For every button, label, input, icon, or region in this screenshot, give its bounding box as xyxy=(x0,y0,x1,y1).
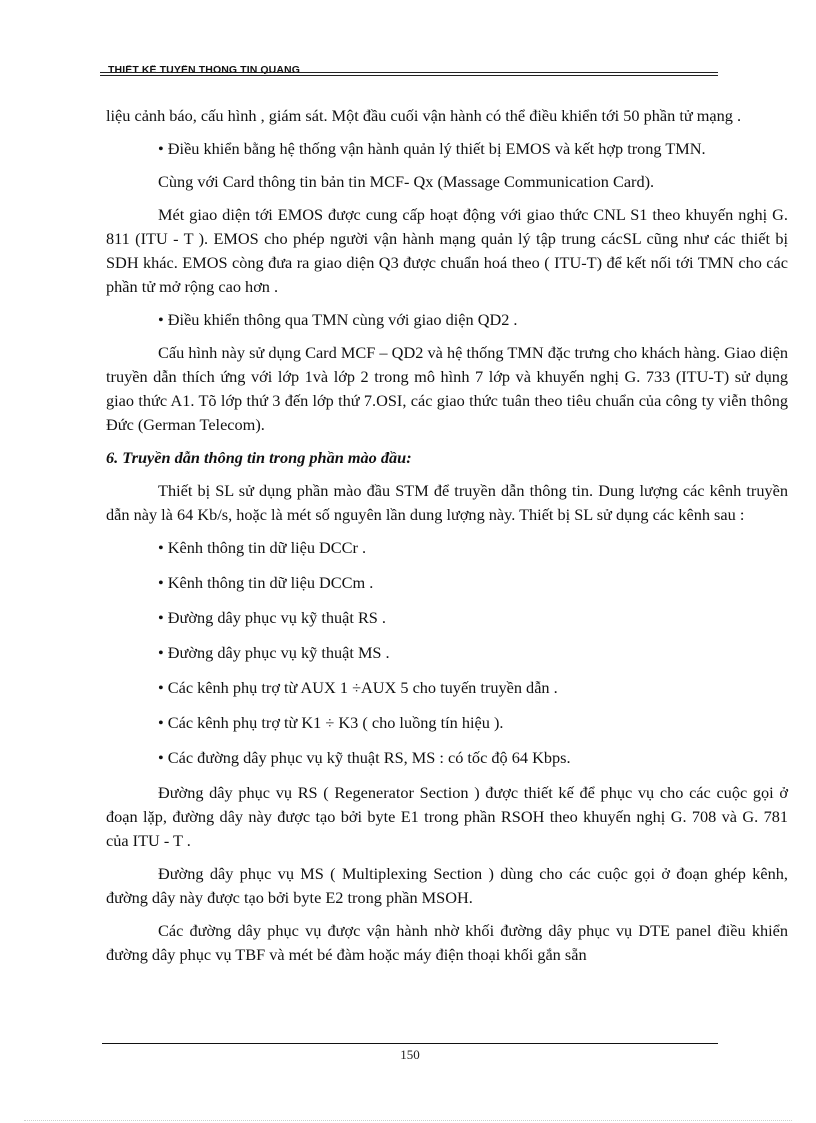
bullet-icon: • xyxy=(158,713,164,732)
bullet-text: Điều khiển thông qua TMN cùng với giao diện QD2 . xyxy=(167,310,518,329)
bullet-item xyxy=(106,641,788,665)
bullet-item xyxy=(106,711,788,735)
paragraph: Đường dây phục vụ RS ( Regenerator Section ) được thiết kế để phục vụ cho các cuộc gọi ở đoạn lặp, đường dây này được tạo bởi byte E1 trong phần RSOH theo khuyến nghị G. 708 và G. 781 của ITU - T . xyxy=(106,783,788,850)
bullet-text: Các kênh phụ trợ từ K1 ÷ K3 ( cho luồng tín hiệu ). xyxy=(167,713,504,732)
paragraph: Thiết bị SL sử dụng phần mào đầu STM để truyền dẫn thông tin. Dung lượng các kênh truyền dẫn này là 64 Kb/s, hoặc là mét số nguyên lần dung lượng này. Thiết bị SL sử dụng các kênh sau : xyxy=(106,481,788,524)
bullet-text: Điều khiển bằng hệ thống vận hành quản lý thiết bị EMOS và kết hợp trong TMN. xyxy=(167,139,706,158)
bullet-item xyxy=(106,606,788,630)
page-footer xyxy=(102,1043,718,1062)
bullet-item xyxy=(106,137,788,161)
paragraph: Mét giao diện tới EMOS được cung cấp hoạt động với giao thức CNL S1 theo khuyến nghị G. 811 (ITU - T ). EMOS cho phép người vận hành mạng quản lý tập trung cácSL cũng như các thiết bị SDH khác. EMOS còng đưa ra giao diện Q3 được chuẩn hoá theo ( ITU-T) để kết nối tới TMN cho các phần tử mở rộng cao hơn . xyxy=(106,205,788,296)
bullet-icon: • xyxy=(158,678,164,697)
paragraph: Đường dây phục vụ MS ( Multiplexing Section ) dùng cho các cuộc gọi ở đoạn ghép kênh, đường dây này được tạo bởi byte E2 trong phần MSOH. xyxy=(106,864,788,907)
header-rule-bottom xyxy=(100,75,718,76)
bullet-icon: • xyxy=(158,573,164,592)
bullet-text: Kênh thông tin dữ liệu DCCm . xyxy=(167,573,374,592)
bullet-icon: • xyxy=(158,310,164,329)
paragraph: liệu cảnh báo, cấu hình , giám sát. Một đầu cuối vận hành có thể điều khiển tới 50 phần tử mạng . xyxy=(106,106,742,125)
bullet-text: Kênh thông tin dữ liệu DCCr . xyxy=(167,538,367,557)
bullet-icon: • xyxy=(158,608,164,627)
page-number: 150 xyxy=(400,1047,420,1062)
bullet-icon: • xyxy=(158,538,164,557)
bullet-item xyxy=(106,746,788,770)
section-heading: 6. Truyền dẫn thông tin trong phần mào đầu: xyxy=(106,448,412,467)
bullet-text: Đường dây phục vụ kỹ thuật RS . xyxy=(167,608,387,627)
bullet-text: Các đường dây phục vụ kỹ thuật RS, MS : có tốc độ 64 Kbps. xyxy=(167,748,571,767)
footer-rule xyxy=(102,1043,718,1044)
page-header xyxy=(100,62,718,78)
page-bottom-border xyxy=(24,1120,792,1121)
bullet-item xyxy=(106,308,788,332)
bullet-item xyxy=(106,676,788,700)
bullet-icon: • xyxy=(158,643,164,662)
paragraph: Các đường dây phục vụ được vận hành nhờ khối đường dây phục vụ DTE panel điều khiển đường dây phục vụ TBF và mét bé đàm hoặc máy điện thoại khối gắn sẵn xyxy=(106,921,788,964)
bullet-icon: • xyxy=(158,748,164,767)
header-rule-top xyxy=(100,72,718,73)
body-content xyxy=(106,104,788,976)
bullet-item xyxy=(106,536,788,560)
header-title: THIẾT KẾ TUYẾN THÔNG TIN QUANG xyxy=(108,65,300,74)
bullet-icon: • xyxy=(158,139,164,158)
paragraph: Cùng với Card thông tin bản tin MCF- Qx (Massage Communication Card). xyxy=(158,172,655,191)
bullet-text: Đường dây phục vụ kỹ thuật MS . xyxy=(167,643,390,662)
bullet-item xyxy=(106,571,788,595)
bullet-text: Các kênh phụ trợ từ AUX 1 ÷AUX 5 cho tuyến truyền dẫn . xyxy=(167,678,558,697)
paragraph: Cấu hình này sử dụng Card MCF – QD2 và hệ thống TMN đặc trưng cho khách hàng. Giao diện truyền dẫn thích ứng với lớp 1và lớp 2 trong mô hình 7 lớp và khuyến nghị G. 733 (ITU-T) sử dụng giao thức A1. Tõ lớp thứ 3 đến lớp thứ 7.OSI, các giao thức tuân theo tiêu chuẩn của công ty viễn thông Đức (German Telecom). xyxy=(106,343,788,434)
